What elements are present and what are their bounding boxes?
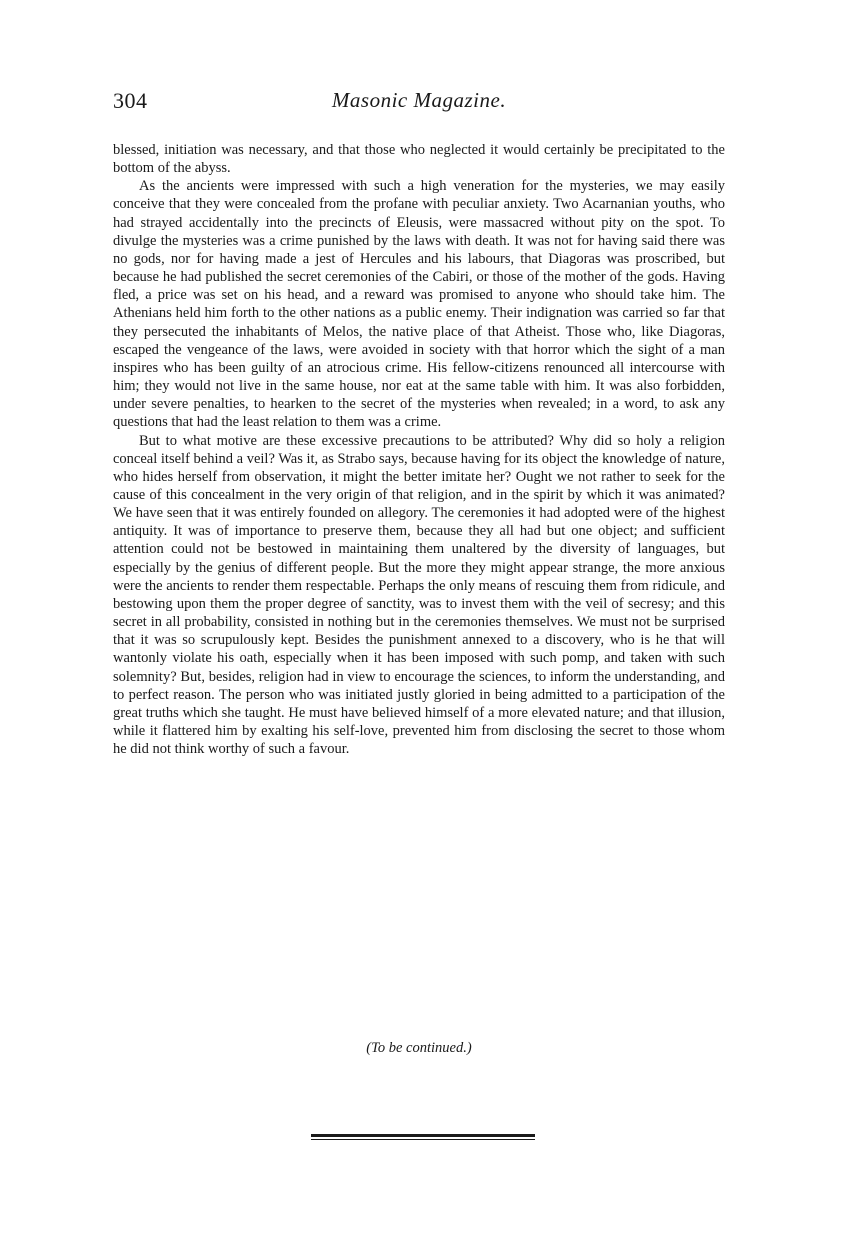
page-number: 304 <box>113 88 148 113</box>
article-body <box>113 141 725 758</box>
paragraph-continuation: blessed, initiation was necessary, and that those who neglected it would certainly be precipitated to the bottom of the abyss. <box>113 142 725 177</box>
paragraph-motive-precautions: But to what motive are these excessive precautions to be attributed? Why did so holy a religion conceal itself behind a veil? Was it, as Strabo says, because having for its object the knowledge of nature, who hides herself from observation, it might the better imitate her? Ought we not rather to seek for the cause of this concealment in the very origin of that religion, and in the spirit by which it was animated? We have seen that it was entirely founded on allegory. The ceremonies it had adopted were of the highest antiquity. It was of importance to preserve them, because they all had but one object; and sufficient attention could not be bestowed in maintaining them unaltered by the diversity of languages, but especially by the genius of different people. But the more they might appear strange, the more anxious were the ancients to render them respectable. Perhaps the only means of rescuing them from ridicule, and bestowing upon them the proper degree of sanctity, was to invest them with the veil of secresy; and this secret in all probability, consisted in nothing but in the ceremonies themselves. We must not be surprised that it was so scrupulously kept. Besides the punishment annexed to a discovery, who is he that will wantonly violate his oath, especially when it has been imposed with such pomp, and taken with such solemnity? But, besides, religion had in view to encourage the sciences, to inform the understanding, and to perfect reason. The person who was initiated justly gloried in being admitted to a participation of the great truths which she taught. He must have believed himself of a more elevated nature; and that illusion, while it flattered him by exalting his self-love, prevented him from disclosing the secret to those whom he did not think worthy of such a favour. <box>113 432 725 758</box>
running-title: Masonic Magazine. <box>331 88 507 112</box>
to-be-continued-note: (To be continued.) <box>366 1040 472 1056</box>
paragraph-mysteries-secrecy: As the ancients were impressed with such a high veneration for the mysteries, we may easily conceive that they were concealed from the profane with peculiar anxiety. Two Acarnanian youths, who had strayed accidentally into the precincts of Eleusis, were massacred without pity on the spot. To divulge the mysteries was a crime punished by the laws with death. It was not for having said there was no gods, nor for having made a jest of Hercules and his labours, that Diagoras was proscribed, but because he had published the secret ceremonies of the Cabiri, or those of the mother of the gods. Having fled, a price was set on his head, and a reward was promised to anyone who should take him. The Athenians held him forth to the other nations as a public enemy. Their indignation was carried so far that they persecuted the inhabitants of Melos, the native place of that Atheist. Those who, like Diagoras, escaped the vengeance of the laws, were avoided in society with that horror which the sight of a man inspires who has been guilty of an atrocious crime. His fellow-citizens renounced all intercourse with him; they would not live in the same house, nor eat at the same table with him. It was also forbidden, under severe penalties, to hearken to the secret of the mysteries when revealed; in a word, to ask any questions that had the least relation to them was a crime. <box>113 178 725 431</box>
running-head <box>113 88 725 118</box>
end-rule-thin-line <box>311 1139 535 1140</box>
end-rule-thick-line <box>311 1134 535 1137</box>
end-rule-divider <box>311 1134 535 1140</box>
